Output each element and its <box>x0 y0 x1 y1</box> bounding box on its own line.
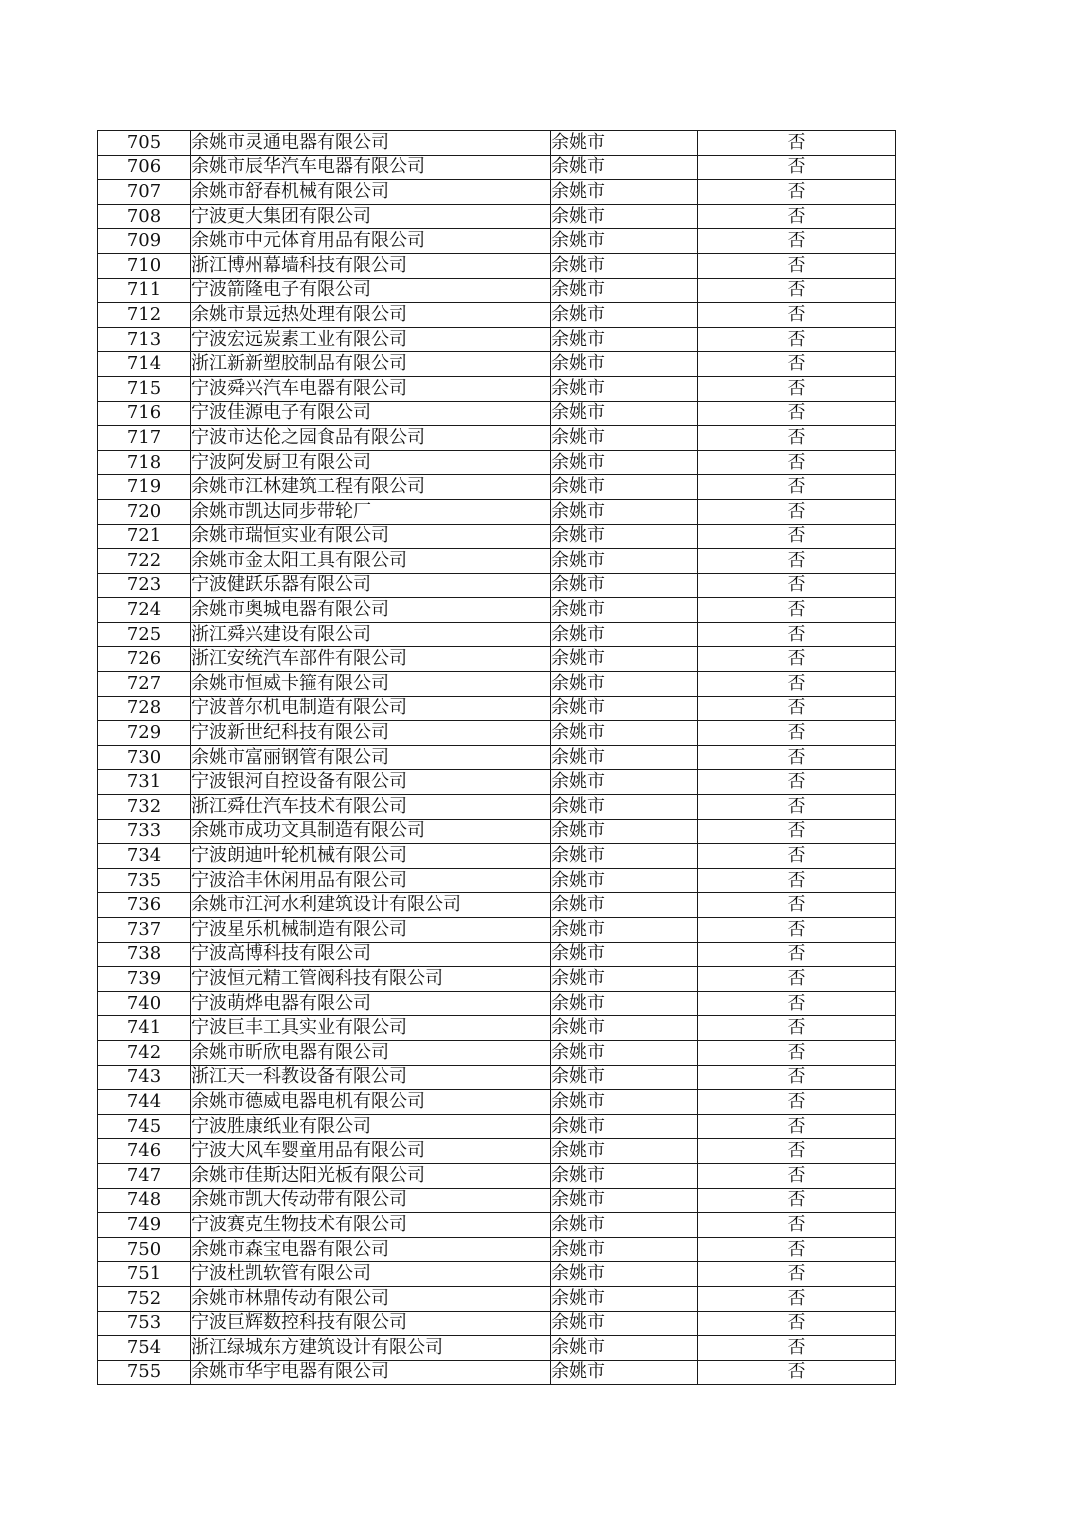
company-name-cell: 浙江天一科教设备有限公司 <box>191 1065 551 1090</box>
region-cell: 余姚市 <box>551 1163 698 1188</box>
region-cell: 余姚市 <box>551 229 698 254</box>
company-name-cell: 余姚市恒威卡箍有限公司 <box>191 672 551 697</box>
region-cell: 余姚市 <box>551 450 698 475</box>
region-cell: 余姚市 <box>551 967 698 992</box>
row-number-cell: 754 <box>98 1336 191 1361</box>
table-row <box>98 622 896 647</box>
flag-cell: 否 <box>698 893 896 918</box>
row-number-cell: 729 <box>98 721 191 746</box>
company-name-cell: 浙江绿城东方建筑设计有限公司 <box>191 1336 551 1361</box>
region-cell: 余姚市 <box>551 499 698 524</box>
table-row <box>98 868 896 893</box>
company-name-cell: 宁波新世纪科技有限公司 <box>191 721 551 746</box>
flag-cell: 否 <box>698 1336 896 1361</box>
row-number-cell: 726 <box>98 647 191 672</box>
table-row <box>98 1188 896 1213</box>
company-name-cell: 宁波萌烨电器有限公司 <box>191 991 551 1016</box>
row-number-cell: 744 <box>98 1090 191 1115</box>
company-name-cell: 余姚市江河水利建筑设计有限公司 <box>191 893 551 918</box>
row-number-cell: 715 <box>98 376 191 401</box>
flag-cell: 否 <box>698 942 896 967</box>
table-row <box>98 672 896 697</box>
company-name-cell: 宁波大风车婴童用品有限公司 <box>191 1139 551 1164</box>
company-name-cell: 宁波洽丰休闲用品有限公司 <box>191 868 551 893</box>
flag-cell: 否 <box>698 229 896 254</box>
company-name-cell: 宁波市达伦之园食品有限公司 <box>191 426 551 451</box>
table-row <box>98 696 896 721</box>
flag-cell: 否 <box>698 1213 896 1238</box>
table-row <box>98 893 896 918</box>
table-row <box>98 475 896 500</box>
region-cell: 余姚市 <box>551 893 698 918</box>
row-number-cell: 753 <box>98 1311 191 1336</box>
row-number-cell: 709 <box>98 229 191 254</box>
region-cell: 余姚市 <box>551 672 698 697</box>
region-cell: 余姚市 <box>551 819 698 844</box>
flag-cell: 否 <box>698 745 896 770</box>
region-cell: 余姚市 <box>551 696 698 721</box>
flag-cell: 否 <box>698 795 896 820</box>
flag-cell: 否 <box>698 868 896 893</box>
row-number-cell: 717 <box>98 426 191 451</box>
row-number-cell: 752 <box>98 1286 191 1311</box>
flag-cell: 否 <box>698 549 896 574</box>
region-cell: 余姚市 <box>551 868 698 893</box>
region-cell: 余姚市 <box>551 1360 698 1385</box>
flag-cell: 否 <box>698 1114 896 1139</box>
region-cell: 余姚市 <box>551 155 698 180</box>
row-number-cell: 716 <box>98 401 191 426</box>
company-name-cell: 宁波佳源电子有限公司 <box>191 401 551 426</box>
company-name-cell: 浙江舜仕汽车技术有限公司 <box>191 795 551 820</box>
flag-cell: 否 <box>698 131 896 156</box>
row-number-cell: 724 <box>98 598 191 623</box>
company-name-cell: 宁波宏远炭素工业有限公司 <box>191 327 551 352</box>
company-name-cell: 宁波巨丰工具实业有限公司 <box>191 1016 551 1041</box>
row-number-cell: 734 <box>98 844 191 869</box>
region-cell: 余姚市 <box>551 770 698 795</box>
company-name-cell: 宁波巨辉数控科技有限公司 <box>191 1311 551 1336</box>
company-name-cell: 宁波箭隆电子有限公司 <box>191 278 551 303</box>
row-number-cell: 713 <box>98 327 191 352</box>
row-number-cell: 718 <box>98 450 191 475</box>
row-number-cell: 719 <box>98 475 191 500</box>
company-name-cell: 余姚市佳斯达阳光板有限公司 <box>191 1163 551 1188</box>
table-row <box>98 1040 896 1065</box>
row-number-cell: 731 <box>98 770 191 795</box>
table-row <box>98 1311 896 1336</box>
table-row <box>98 1360 896 1385</box>
flag-cell: 否 <box>698 327 896 352</box>
company-name-cell: 余姚市华宇电器有限公司 <box>191 1360 551 1385</box>
flag-cell: 否 <box>698 401 896 426</box>
table-row <box>98 204 896 229</box>
region-cell: 余姚市 <box>551 1213 698 1238</box>
table-row <box>98 795 896 820</box>
region-cell: 余姚市 <box>551 573 698 598</box>
region-cell: 余姚市 <box>551 1040 698 1065</box>
row-number-cell: 742 <box>98 1040 191 1065</box>
flag-cell: 否 <box>698 1360 896 1385</box>
flag-cell: 否 <box>698 1090 896 1115</box>
row-number-cell: 711 <box>98 278 191 303</box>
flag-cell: 否 <box>698 1286 896 1311</box>
row-number-cell: 712 <box>98 303 191 328</box>
region-cell: 余姚市 <box>551 795 698 820</box>
table-row <box>98 573 896 598</box>
company-name-cell: 宁波高博科技有限公司 <box>191 942 551 967</box>
row-number-cell: 735 <box>98 868 191 893</box>
region-cell: 余姚市 <box>551 352 698 377</box>
row-number-cell: 745 <box>98 1114 191 1139</box>
flag-cell: 否 <box>698 180 896 205</box>
row-number-cell: 741 <box>98 1016 191 1041</box>
table-row <box>98 401 896 426</box>
row-number-cell: 723 <box>98 573 191 598</box>
flag-cell: 否 <box>698 967 896 992</box>
flag-cell: 否 <box>698 1237 896 1262</box>
flag-cell: 否 <box>698 524 896 549</box>
table-row <box>98 598 896 623</box>
flag-cell: 否 <box>698 598 896 623</box>
table-row <box>98 1090 896 1115</box>
company-name-cell: 余姚市中元体育用品有限公司 <box>191 229 551 254</box>
region-cell: 余姚市 <box>551 1139 698 1164</box>
region-cell: 余姚市 <box>551 475 698 500</box>
row-number-cell: 708 <box>98 204 191 229</box>
row-number-cell: 743 <box>98 1065 191 1090</box>
company-name-cell: 浙江舜兴建设有限公司 <box>191 622 551 647</box>
company-name-cell: 余姚市昕欣电器有限公司 <box>191 1040 551 1065</box>
row-number-cell: 710 <box>98 253 191 278</box>
table-row <box>98 524 896 549</box>
flag-cell: 否 <box>698 647 896 672</box>
table-row <box>98 352 896 377</box>
flag-cell: 否 <box>698 622 896 647</box>
region-cell: 余姚市 <box>551 1237 698 1262</box>
company-name-cell: 宁波普尔机电制造有限公司 <box>191 696 551 721</box>
flag-cell: 否 <box>698 475 896 500</box>
flag-cell: 否 <box>698 1065 896 1090</box>
table-row <box>98 1286 896 1311</box>
region-cell: 余姚市 <box>551 622 698 647</box>
region-cell: 余姚市 <box>551 1016 698 1041</box>
flag-cell: 否 <box>698 1188 896 1213</box>
flag-cell: 否 <box>698 426 896 451</box>
region-cell: 余姚市 <box>551 991 698 1016</box>
table-row <box>98 1213 896 1238</box>
row-number-cell: 706 <box>98 155 191 180</box>
region-cell: 余姚市 <box>551 303 698 328</box>
company-name-cell: 余姚市凯达同步带轮厂 <box>191 499 551 524</box>
flag-cell: 否 <box>698 672 896 697</box>
flag-cell: 否 <box>698 450 896 475</box>
company-name-cell: 宁波阿发厨卫有限公司 <box>191 450 551 475</box>
table-row <box>98 253 896 278</box>
table-row <box>98 1163 896 1188</box>
region-cell: 余姚市 <box>551 918 698 943</box>
company-name-cell: 余姚市瑞恒实业有限公司 <box>191 524 551 549</box>
company-name-cell: 浙江博州幕墙科技有限公司 <box>191 253 551 278</box>
table-row <box>98 967 896 992</box>
flag-cell: 否 <box>698 844 896 869</box>
company-name-cell: 宁波更大集团有限公司 <box>191 204 551 229</box>
flag-cell: 否 <box>698 303 896 328</box>
company-name-cell: 余姚市林鼎传动有限公司 <box>191 1286 551 1311</box>
flag-cell: 否 <box>698 819 896 844</box>
company-name-cell: 宁波星乐机械制造有限公司 <box>191 918 551 943</box>
company-name-cell: 宁波恒元精工管阀科技有限公司 <box>191 967 551 992</box>
flag-cell: 否 <box>698 352 896 377</box>
region-cell: 余姚市 <box>551 1286 698 1311</box>
region-cell: 余姚市 <box>551 844 698 869</box>
company-name-cell: 宁波银河自控设备有限公司 <box>191 770 551 795</box>
flag-cell: 否 <box>698 1016 896 1041</box>
company-name-cell: 浙江安统汽车部件有限公司 <box>191 647 551 672</box>
table-row <box>98 942 896 967</box>
flag-cell: 否 <box>698 376 896 401</box>
region-cell: 余姚市 <box>551 942 698 967</box>
table-row <box>98 499 896 524</box>
company-name-cell: 宁波健跃乐器有限公司 <box>191 573 551 598</box>
table-row <box>98 770 896 795</box>
region-cell: 余姚市 <box>551 180 698 205</box>
row-number-cell: 727 <box>98 672 191 697</box>
company-name-cell: 浙江新新塑胶制品有限公司 <box>191 352 551 377</box>
region-cell: 余姚市 <box>551 1114 698 1139</box>
row-number-cell: 747 <box>98 1163 191 1188</box>
company-name-cell: 余姚市舒春机械有限公司 <box>191 180 551 205</box>
table-row <box>98 721 896 746</box>
row-number-cell: 738 <box>98 942 191 967</box>
flag-cell: 否 <box>698 991 896 1016</box>
flag-cell: 否 <box>698 253 896 278</box>
region-cell: 余姚市 <box>551 745 698 770</box>
region-cell: 余姚市 <box>551 1262 698 1287</box>
region-cell: 余姚市 <box>551 1065 698 1090</box>
flag-cell: 否 <box>698 918 896 943</box>
company-name-cell: 余姚市金太阳工具有限公司 <box>191 549 551 574</box>
company-name-cell: 余姚市江林建筑工程有限公司 <box>191 475 551 500</box>
row-number-cell: 714 <box>98 352 191 377</box>
flag-cell: 否 <box>698 1040 896 1065</box>
flag-cell: 否 <box>698 696 896 721</box>
table-row <box>98 131 896 156</box>
table-row <box>98 1139 896 1164</box>
row-number-cell: 737 <box>98 918 191 943</box>
region-cell: 余姚市 <box>551 647 698 672</box>
flag-cell: 否 <box>698 1311 896 1336</box>
row-number-cell: 720 <box>98 499 191 524</box>
region-cell: 余姚市 <box>551 426 698 451</box>
table-body <box>98 131 896 1385</box>
region-cell: 余姚市 <box>551 549 698 574</box>
row-number-cell: 755 <box>98 1360 191 1385</box>
company-name-cell: 余姚市成功文具制造有限公司 <box>191 819 551 844</box>
flag-cell: 否 <box>698 770 896 795</box>
region-cell: 余姚市 <box>551 401 698 426</box>
table-row <box>98 426 896 451</box>
table-row <box>98 745 896 770</box>
region-cell: 余姚市 <box>551 253 698 278</box>
row-number-cell: 732 <box>98 795 191 820</box>
row-number-cell: 721 <box>98 524 191 549</box>
company-name-cell: 余姚市辰华汽车电器有限公司 <box>191 155 551 180</box>
region-cell: 余姚市 <box>551 524 698 549</box>
row-number-cell: 705 <box>98 131 191 156</box>
company-name-cell: 余姚市富丽钢管有限公司 <box>191 745 551 770</box>
region-cell: 余姚市 <box>551 376 698 401</box>
region-cell: 余姚市 <box>551 278 698 303</box>
row-number-cell: 722 <box>98 549 191 574</box>
table-row <box>98 229 896 254</box>
region-cell: 余姚市 <box>551 1188 698 1213</box>
company-name-cell: 宁波朗迪叶轮机械有限公司 <box>191 844 551 869</box>
flag-cell: 否 <box>698 155 896 180</box>
row-number-cell: 746 <box>98 1139 191 1164</box>
table-row <box>98 303 896 328</box>
row-number-cell: 725 <box>98 622 191 647</box>
table-row <box>98 1237 896 1262</box>
table-row <box>98 844 896 869</box>
company-name-cell: 宁波胜康纸业有限公司 <box>191 1114 551 1139</box>
row-number-cell: 740 <box>98 991 191 1016</box>
flag-cell: 否 <box>698 499 896 524</box>
flag-cell: 否 <box>698 278 896 303</box>
flag-cell: 否 <box>698 1139 896 1164</box>
region-cell: 余姚市 <box>551 721 698 746</box>
company-name-cell: 余姚市德威电器电机有限公司 <box>191 1090 551 1115</box>
flag-cell: 否 <box>698 1163 896 1188</box>
table-row <box>98 918 896 943</box>
table-row <box>98 1114 896 1139</box>
company-list-table <box>97 130 896 1385</box>
table-row <box>98 1016 896 1041</box>
row-number-cell: 751 <box>98 1262 191 1287</box>
table-row <box>98 1262 896 1287</box>
row-number-cell: 749 <box>98 1213 191 1238</box>
company-name-cell: 宁波杜凯软管有限公司 <box>191 1262 551 1287</box>
company-name-cell: 余姚市凯大传动带有限公司 <box>191 1188 551 1213</box>
row-number-cell: 733 <box>98 819 191 844</box>
table-row <box>98 647 896 672</box>
row-number-cell: 730 <box>98 745 191 770</box>
region-cell: 余姚市 <box>551 598 698 623</box>
row-number-cell: 750 <box>98 1237 191 1262</box>
table-row <box>98 991 896 1016</box>
row-number-cell: 748 <box>98 1188 191 1213</box>
flag-cell: 否 <box>698 721 896 746</box>
region-cell: 余姚市 <box>551 204 698 229</box>
region-cell: 余姚市 <box>551 1336 698 1361</box>
table-row <box>98 155 896 180</box>
company-name-cell: 余姚市景远热处理有限公司 <box>191 303 551 328</box>
company-name-cell: 余姚市灵通电器有限公司 <box>191 131 551 156</box>
table-row <box>98 278 896 303</box>
flag-cell: 否 <box>698 573 896 598</box>
table-row <box>98 376 896 401</box>
table-row <box>98 450 896 475</box>
company-name-cell: 余姚市奥城电器有限公司 <box>191 598 551 623</box>
row-number-cell: 736 <box>98 893 191 918</box>
company-name-cell: 宁波赛克生物技术有限公司 <box>191 1213 551 1238</box>
table-row <box>98 1065 896 1090</box>
table-row <box>98 1336 896 1361</box>
table-row <box>98 327 896 352</box>
region-cell: 余姚市 <box>551 131 698 156</box>
row-number-cell: 739 <box>98 967 191 992</box>
flag-cell: 否 <box>698 204 896 229</box>
flag-cell: 否 <box>698 1262 896 1287</box>
region-cell: 余姚市 <box>551 327 698 352</box>
row-number-cell: 707 <box>98 180 191 205</box>
region-cell: 余姚市 <box>551 1311 698 1336</box>
table-row <box>98 180 896 205</box>
table-row <box>98 819 896 844</box>
region-cell: 余姚市 <box>551 1090 698 1115</box>
table-row <box>98 549 896 574</box>
company-name-cell: 宁波舜兴汽车电器有限公司 <box>191 376 551 401</box>
row-number-cell: 728 <box>98 696 191 721</box>
company-name-cell: 余姚市森宝电器有限公司 <box>191 1237 551 1262</box>
